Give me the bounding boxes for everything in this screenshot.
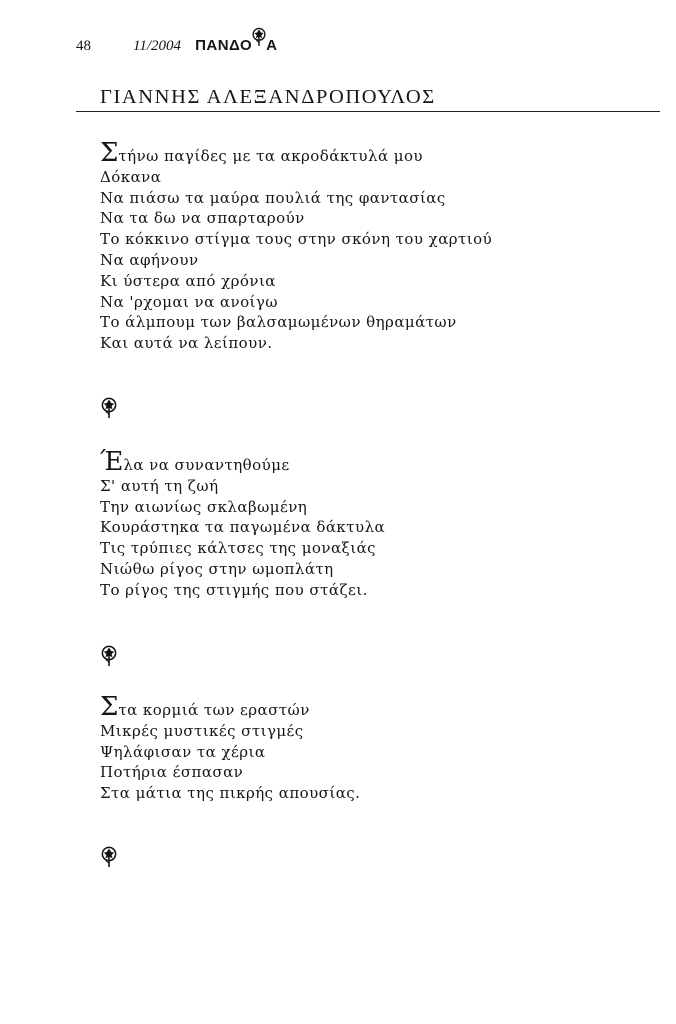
- verse-line: Κι ύστερα από χρόνια: [100, 271, 276, 290]
- verse-line: Το ρίγος της στιγμής που στάζει.: [100, 580, 368, 599]
- flower-ornament-icon: [100, 846, 118, 868]
- verse-line: Σ' αυτή τη ζωή: [100, 476, 219, 495]
- verse-line: Το κόκκινο στίγμα τους στην σκόνη του χαρτιού: [100, 230, 493, 249]
- flower-ornament-icon: [100, 397, 118, 419]
- verse-line: Την αιωνίως σκλαβωμένη: [100, 497, 308, 516]
- poem: [100, 447, 386, 601]
- verse-line: Νιώθω ρίγος στην ωμοπλάτη: [100, 559, 334, 578]
- verse-line: Στα κορμιά των εραστών: [100, 692, 310, 722]
- flower-logo-icon: [251, 24, 267, 50]
- verse-line: Έλα να συναντηθούμε: [100, 447, 290, 477]
- issue-date: 11/2004: [133, 38, 182, 54]
- author-name: ΓΙΑΝΝΗΣ ΑΛΕΞΑΝΔΡΟΠΟΥΛΟΣ: [100, 86, 436, 108]
- journal-logo: [195, 24, 277, 54]
- drop-cap-letter: Έ: [100, 447, 124, 477]
- verse-line: Κουράστηκα τα παγωμένα δάκτυλα: [100, 518, 386, 537]
- poem: [100, 138, 493, 354]
- verse-line: Στήνω παγίδες με τα ακροδάκτυλά μου: [100, 138, 423, 168]
- verse-line: Μικρές μυστικές στιγμές: [100, 721, 304, 740]
- journal-logo-text-start: ΠΑΝΔΟ: [195, 37, 253, 54]
- page-number: 48: [76, 38, 91, 54]
- title-rule: [76, 111, 660, 112]
- verse-line: Και αυτά να λείπουν.: [100, 334, 273, 353]
- verse-line: Να πιάσω τα μαύρα πουλιά της φαντασίας: [100, 188, 446, 207]
- verse-line: Τις τρύπιες κάλτσες της μοναξιάς: [100, 539, 377, 558]
- drop-cap-letter: Σ: [100, 692, 119, 722]
- verse-line: Το άλμπουμ των βαλσαμωμένων θηραμάτων: [100, 313, 457, 332]
- journal-logo-text-end: Α: [266, 37, 278, 54]
- drop-cap-letter: Σ: [100, 138, 119, 168]
- verse-line: Να 'ρχομαι να ανοίγω: [100, 292, 278, 311]
- poem: [100, 692, 361, 804]
- verse-line: Στα μάτια της πικρής απουσίας.: [100, 784, 361, 803]
- verse-line: Να τα δω να σπαρταρούν: [100, 209, 305, 228]
- verse-line: Να αφήνουν: [100, 250, 199, 269]
- verse-line: Δόκανα: [100, 167, 162, 186]
- running-header: [76, 24, 278, 54]
- flower-ornament-icon: [100, 645, 118, 667]
- verse-line: Ψηλάφισαν τα χέρια: [100, 742, 266, 761]
- verse-line: Ποτήρια έσπασαν: [100, 763, 244, 782]
